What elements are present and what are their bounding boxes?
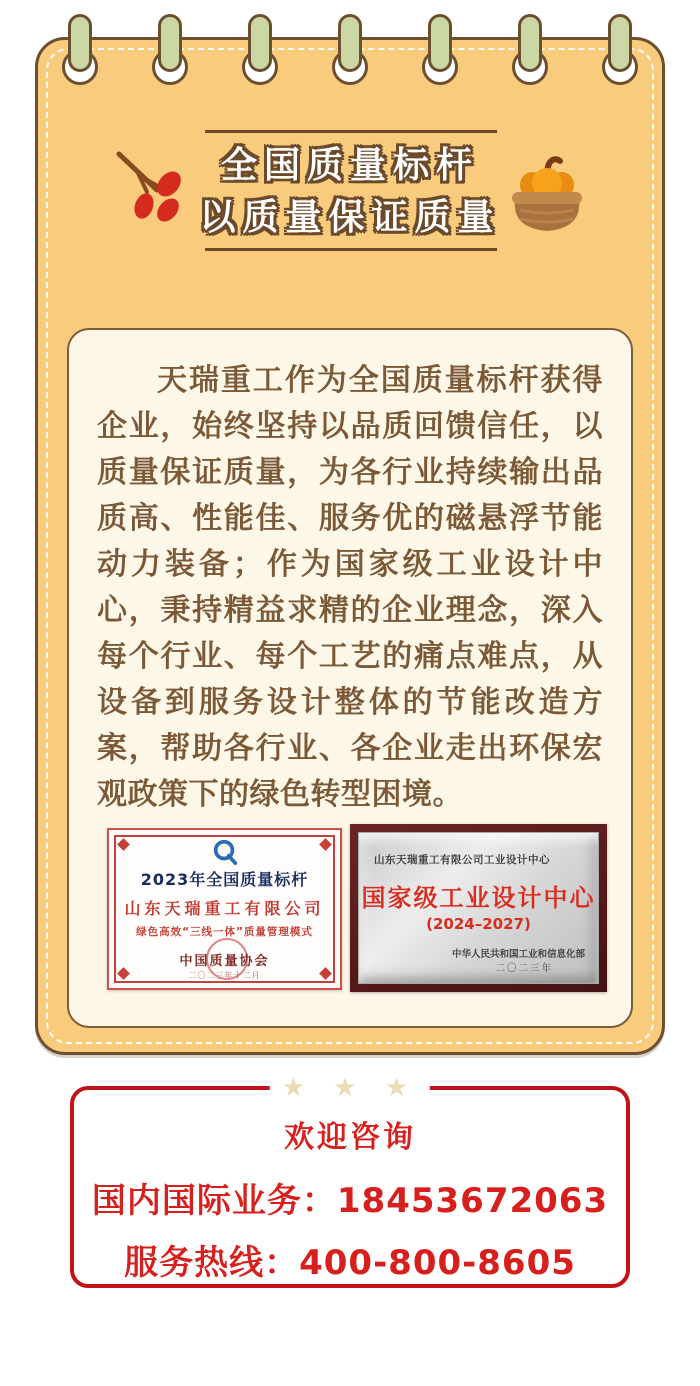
title-line-2: 以质量保证质量 (199, 197, 501, 238)
business-phone-line: 国内国际业务：18453672063 (91, 1181, 609, 1221)
caq-q-logo-icon (211, 838, 239, 866)
plaque-header: 山东天瑞重工有限公司工业设计中心 (374, 854, 550, 866)
binder-ring (62, 0, 98, 110)
title-block (0, 140, 700, 244)
plaque-date: 二〇二三年 (495, 963, 553, 974)
binder-ring (602, 0, 638, 110)
ring-strap (158, 14, 182, 72)
ring-strap (68, 14, 92, 72)
binder-ring (242, 0, 278, 110)
binder-ring (152, 0, 188, 110)
certificate-date: 二〇二三年十二月 (188, 971, 261, 980)
ring-strap (518, 14, 542, 72)
certificate-subtitle: 绿色高效“三线一体”质量管理模式 (136, 926, 313, 938)
ring-strap (608, 14, 632, 72)
plaque-title: 国家级工业设计中心 (361, 884, 596, 912)
service-hotline-line: 服务热线：400-800-8605 (124, 1243, 576, 1283)
berries-icon (113, 148, 195, 234)
certificate-content (109, 830, 340, 988)
plaque-metal-face (358, 832, 599, 984)
ring-strap (428, 14, 452, 72)
certificates-row (107, 824, 607, 992)
binder-ring (512, 0, 548, 110)
certificate-company: 山东天瑞重工有限公司 (124, 899, 325, 918)
certificate-issuer: 中国质量协会 (179, 954, 270, 969)
binder-ring (332, 0, 368, 110)
plaque-issuer: 中华人民共和国工业和信息化部 (451, 949, 585, 960)
title-rule-top (205, 130, 497, 133)
stars-icon: ★ ★ ★ (270, 1071, 430, 1105)
title-rule-bottom (205, 248, 497, 251)
certificate-quality-benchmark (107, 828, 342, 990)
plaque-industrial-design-center (350, 824, 607, 992)
welcome-text: 欢迎咨询 (284, 1120, 416, 1155)
ring-strap (248, 14, 272, 72)
article-text: 天瑞重工作为全国质量标杆获得企业，始终坚持以品质回馈信任，以质量保证质量，为各行业持续输出品质高、性能佳、服务优的磁悬浮节能动力装备；作为国家级工业设计中心，秉持精益求精的企业理念，深入每个行业、每个工艺的痛点难点，从设备到服务设计整体的节能改造方案，帮助各行业、各企业走出环保宏观政策下的绿色转型困境。 (97, 363, 603, 812)
title-line-1: 全国质量标杆 (220, 145, 479, 186)
ring-strap (338, 14, 362, 72)
plaque-period: (2024–2027) (426, 915, 531, 933)
content-card (67, 328, 633, 1028)
contact-box (70, 1073, 630, 1288)
certificate-title: 2023年全国质量标杆 (140, 870, 309, 889)
pumpkin-basket-icon (502, 152, 594, 248)
binder-ring (422, 0, 458, 110)
